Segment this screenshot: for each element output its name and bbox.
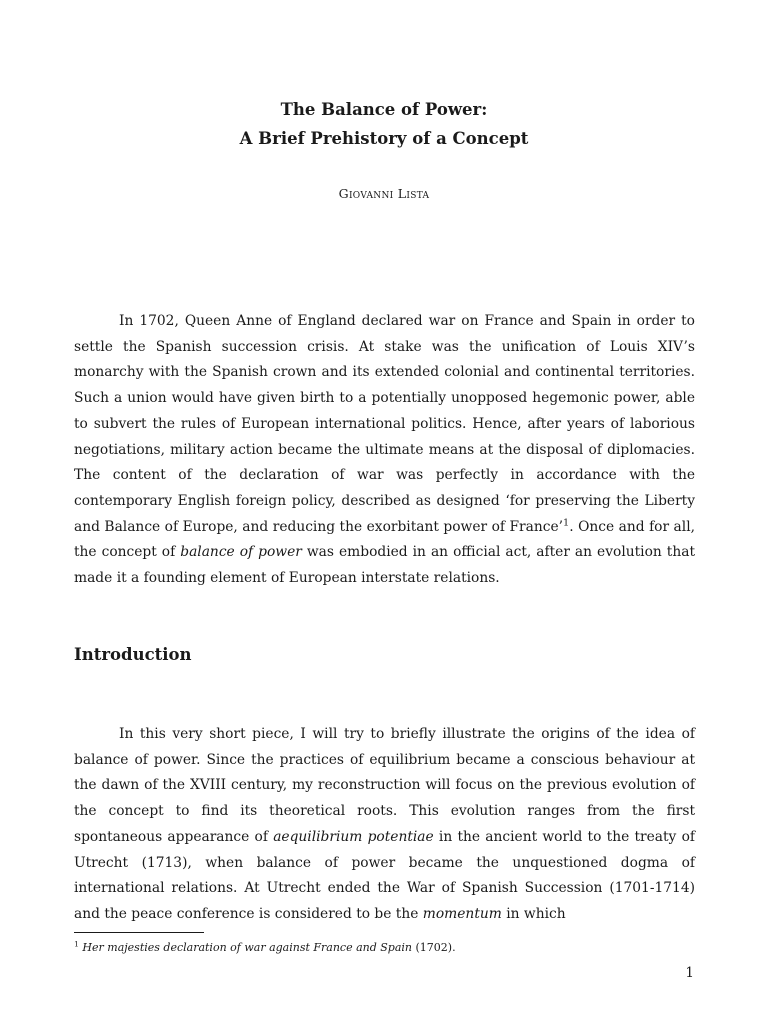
abstract-paragraph [74,309,695,592]
emphasized-term: balance of power [180,544,302,561]
paragraph-text: In 1702, Queen Anne of England declared war on France and Spain in order to settle the Spanish succession crisis. At stake was the unification of Louis XIV’s monarchy with the Spanish crown and its extended colonial and continental territories. Such a union would have given birth to a potentially unopposed hegemonic power, able to subvert the rules of European international politics. Hence, after years of laborious negotiations, military action became the ultimate means at the disposal of diplomacies. The content of the declaration of war was perfectly in accordance with the contemporary English foreign policy, described as designed ‘for preserving the Liberty and Balance of Europe, and reducing the exorbitant power of France’ [74,313,695,535]
emphasized-term: aequilibrium potentiae [273,828,434,845]
footnote [74,941,694,954]
page-number: 1 [685,965,694,981]
footnote-reference: 1 [563,517,570,529]
emphasized-term: momentum [422,905,502,922]
paragraph-text: In this very short piece, I will try to briefly illustrate the origins of the idea of balance of power. Since the practices of equilibrium became a conscious behaviour at the dawn of the XVIII century, my reconstruction will focus on the previous evolution of the concept to find its theoretical roots. This evolution ranges from the first spontaneous appearance of [74,726,695,845]
paragraph-text: in which [501,905,566,922]
paragraph-text: in the ancient world to the treaty of Utrecht (1713), when balance of power became the unquestioned dogma of international relations. At Utrecht ended the War of Spanish Succession (1701-1714) and the peace conference is considered to be the [74,828,695,922]
author-name: Giovanni Lista [338,186,430,201]
footnote-number: 1 [74,939,79,949]
footnote-title: Her majesties declaration of war against France and Spain [82,941,413,954]
section-heading-introduction: Introduction [74,645,192,664]
paragraph-text: . Once and for all, the concept of [74,518,695,561]
introduction-paragraph [74,722,695,928]
paragraph-text: was embodied in an official act, after an evolution that made it a founding element of European interstate relations. [74,544,695,587]
document-title-line-2: A Brief Prehistory of a Concept [239,129,529,148]
document-title-line-1: The Balance of Power: [280,100,488,119]
footnote-year: (1702). [412,941,456,954]
footnote-divider [74,932,204,933]
